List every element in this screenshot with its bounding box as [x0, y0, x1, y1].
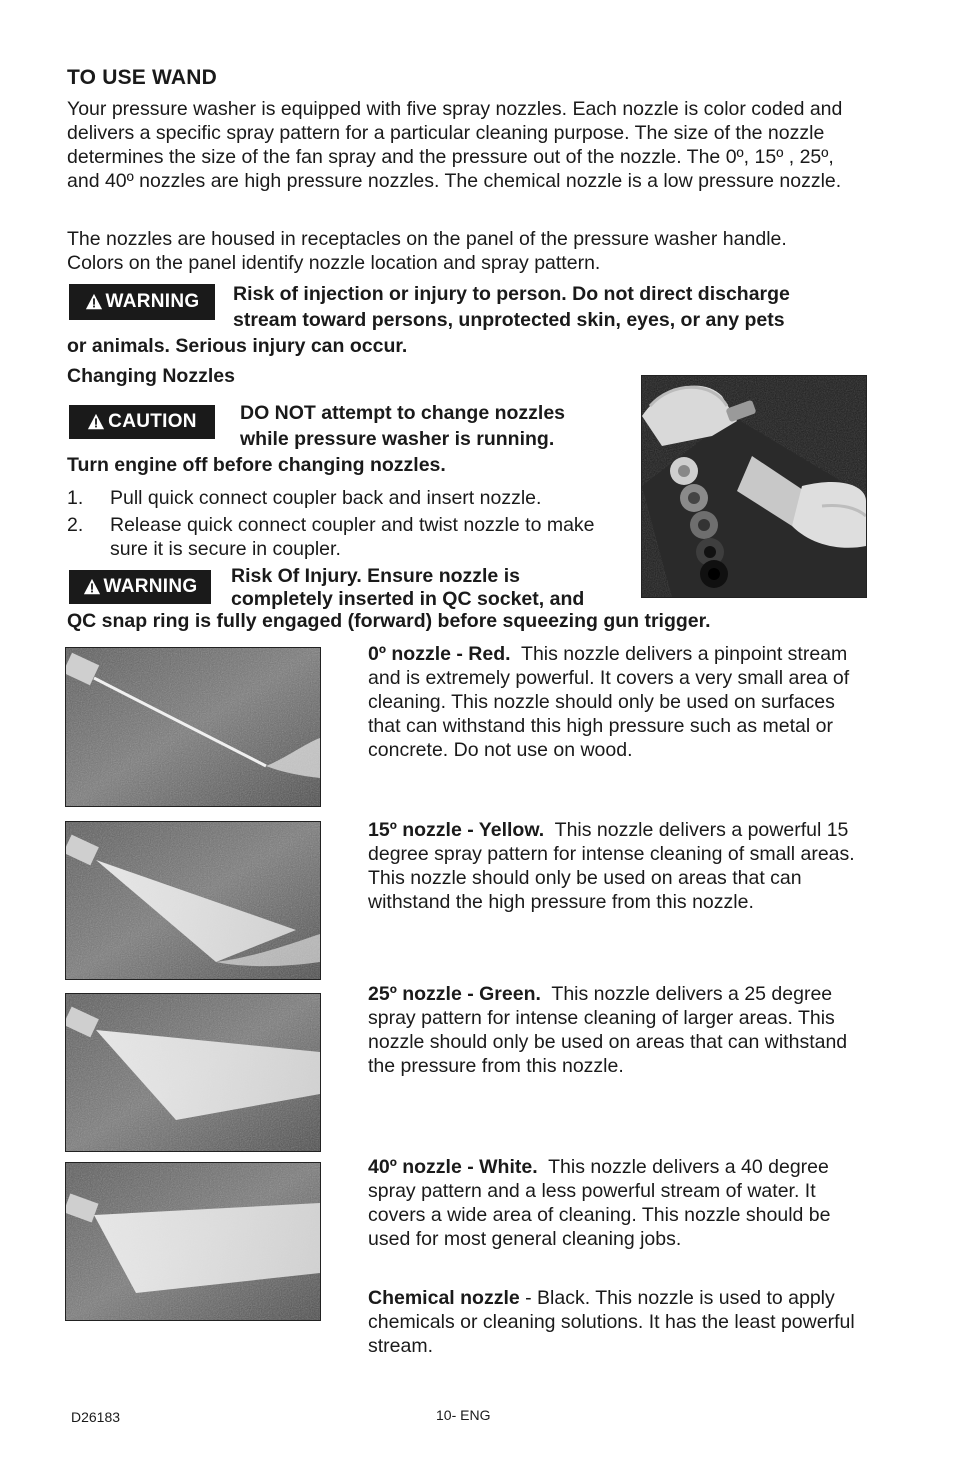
- warning-text-line-1: Risk Of Injury. Ensure nozzle is: [231, 565, 520, 587]
- section-heading: TO USE WAND: [67, 66, 217, 89]
- warning-badge: [69, 284, 215, 320]
- chemical-nozzle-description: [368, 1286, 868, 1358]
- nozzle-15-description: [368, 818, 868, 914]
- warning-badge-label: WARNING: [105, 291, 200, 312]
- warning-text-line-3: QC snap ring is fully engaged (forward) before squeezing gun trigger.: [67, 610, 711, 632]
- nozzle-0-text: This nozzle delivers a pinpoint stream and is extremely powerful. It covers a very small area of cleaning. This nozzle should only be used on surfaces that can withstand this high pressure such as metal or concrete. Do not use on wood.: [368, 643, 850, 761]
- warning-badge-label: WARNING: [103, 576, 198, 597]
- nozzle-25-photo: [65, 993, 321, 1152]
- nozzle-0-photo: [65, 647, 321, 807]
- warning-triangle-icon: [85, 293, 103, 311]
- caution-text-line-1: DO NOT attempt to change nozzles: [240, 402, 566, 424]
- nozzle-25-title: 25º nozzle - Green.: [368, 983, 541, 1005]
- warning-text-line-1: Risk of injection or injury to person. Do not direct discharge: [233, 283, 790, 305]
- warning-triangle-icon: [83, 578, 101, 596]
- changing-nozzles-heading: Changing Nozzles: [67, 365, 235, 387]
- nozzle-25-text: This nozzle delivers a 25 degree spray pattern for intense cleaning of larger areas. This nozzle should only be used on areas that can withstand the pressure from this nozzle.: [368, 983, 848, 1077]
- chemical-nozzle-title: Chemical nozzle: [368, 1287, 520, 1309]
- warning-text-line-2: completely inserted in QC socket, and: [231, 588, 585, 610]
- caution-badge-label: CAUTION: [108, 411, 197, 432]
- nozzle-0-title: 0º nozzle - Red.: [368, 643, 511, 665]
- step-number: 1.: [67, 487, 84, 509]
- nozzle-40-description: [368, 1155, 858, 1251]
- list-item: [67, 513, 627, 563]
- chemical-nozzle-text: - Black. This nozzle is used to apply chemicals or cleaning solutions. It has the least powerful stream.: [368, 1287, 855, 1357]
- list-item: [67, 486, 627, 512]
- warning-text-line-2: stream toward persons, unprotected skin, eyes, or any pets: [233, 309, 785, 331]
- nozzle-15-text: This nozzle delivers a powerful 15 degree spray pattern for intense cleaning of small areas. This nozzle should only be used on areas that can withstand the high pressure from this nozzle.: [368, 819, 855, 913]
- intro-paragraph-2: The nozzles are housed in receptacles on the panel of the pressure washer handle. Colors on the panel identify nozzle location and spray pattern.: [67, 228, 787, 274]
- nozzle-40-text: This nozzle delivers a 40 degree spray pattern and a less powerful stream of water. It covers a wide area of cleaning. This nozzle should be used for most general cleaning jobs.: [368, 1156, 831, 1250]
- caution-text-line-2: while pressure washer is running.: [240, 428, 555, 450]
- document-id: D26183: [71, 1409, 121, 1425]
- caution-text-line-3: Turn engine off before changing nozzles.: [67, 454, 446, 476]
- page-number: 10- ENG: [436, 1407, 491, 1423]
- intro-paragraph-1: Your pressure washer is equipped with five spray nozzles. Each nozzle is color coded and delivers a specific spray pattern for a particular cleaning purpose. The size of the nozzle determines the size of the fan spray and the pressure out of the nozzle. The 0º, 15º , 25º, and 40º nozzles are high pressure nozzles. The chemical nozzle is a low pressure nozzle.: [67, 98, 843, 192]
- warning-triangle-icon: [87, 413, 105, 431]
- step-number: 2.: [67, 514, 84, 536]
- nozzle-40-photo: [65, 1162, 321, 1321]
- warning-badge: [69, 570, 211, 604]
- nozzle-15-title: 15º nozzle - Yellow.: [368, 819, 545, 841]
- step-text: Release quick connect coupler and twist nozzle to make sure it is secure in coupler.: [110, 514, 595, 560]
- nozzle-15-photo: [65, 821, 321, 980]
- nozzle-25-description: [368, 982, 868, 1078]
- changing-nozzle-photo: [641, 375, 867, 598]
- nozzle-0-description: [368, 642, 868, 762]
- nozzle-40-title: 40º nozzle - White.: [368, 1156, 538, 1178]
- warning-text-line-3: or animals. Serious injury can occur.: [67, 335, 408, 357]
- step-text: Pull quick connect coupler back and insert nozzle.: [110, 487, 542, 509]
- caution-badge: [69, 405, 215, 439]
